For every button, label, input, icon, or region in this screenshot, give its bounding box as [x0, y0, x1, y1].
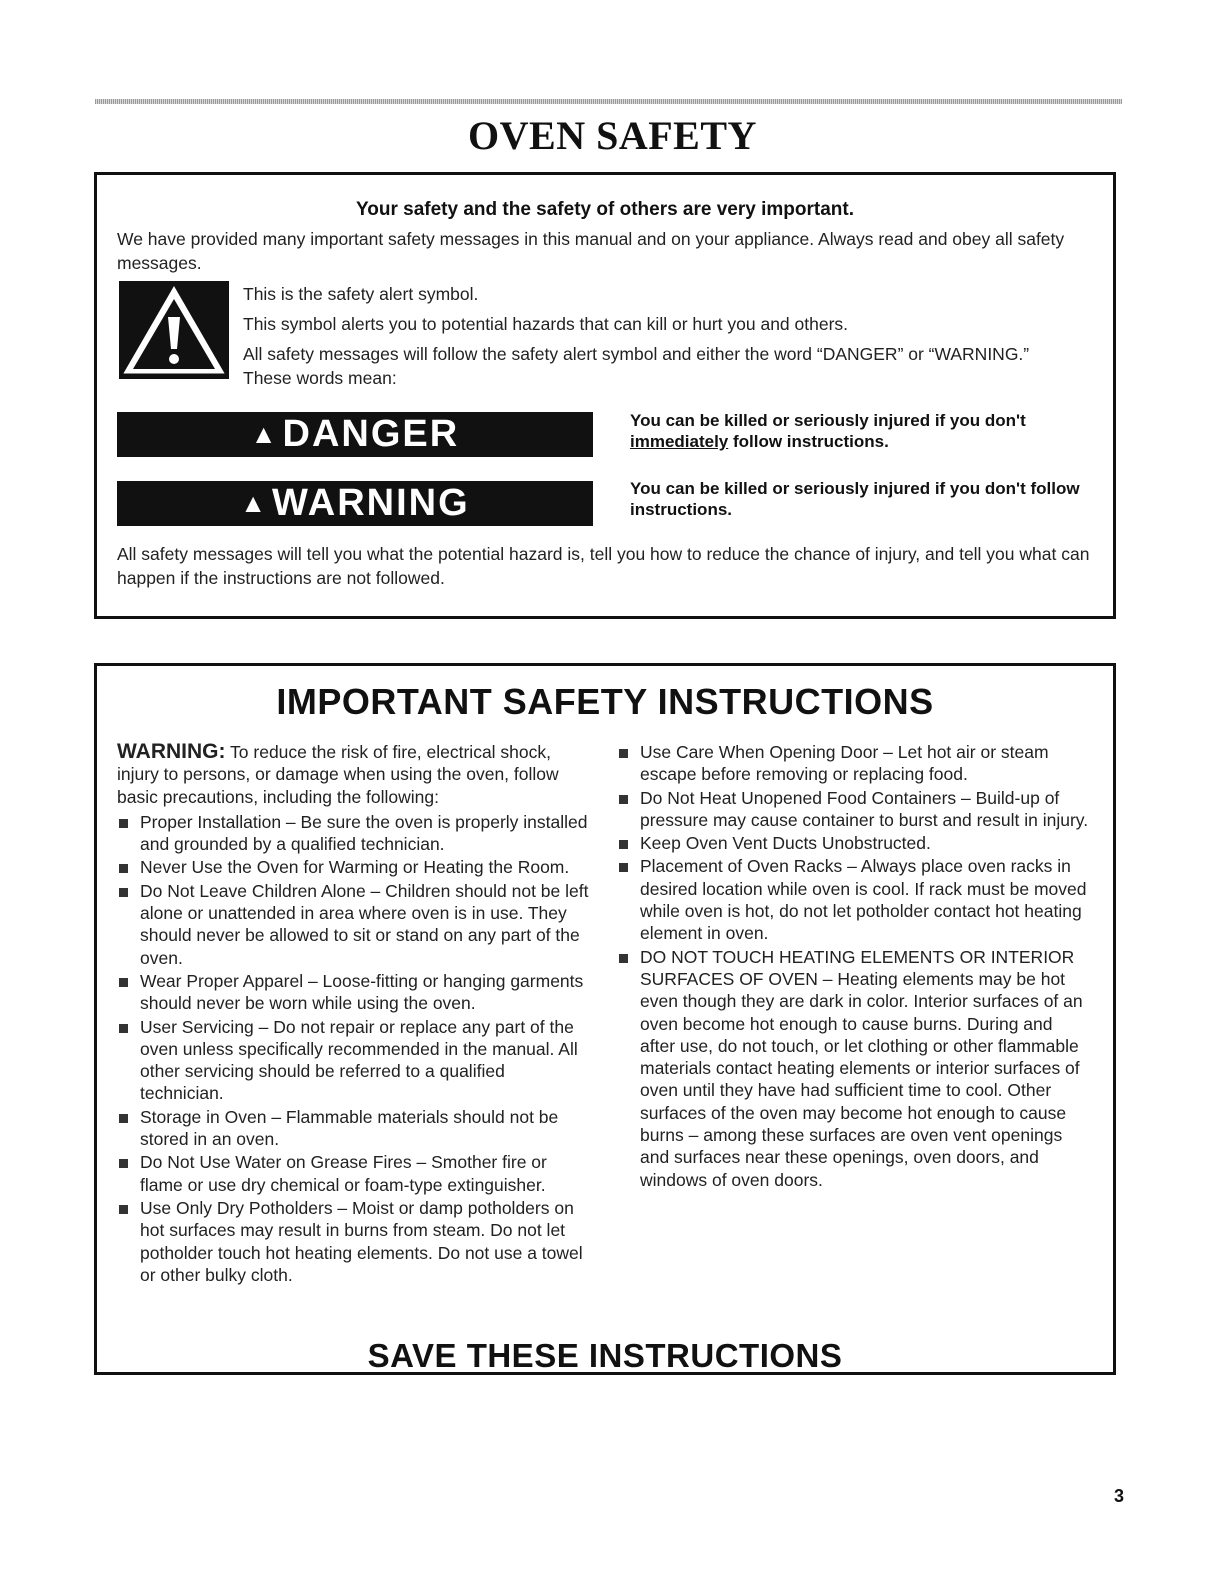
left-instruction-list: [117, 811, 592, 1286]
symbol-line: This is the safety alert symbol.: [243, 284, 479, 304]
safety-heading: Your safety and the safety of others are very important.: [355, 199, 854, 220]
safety-footer: All safety messages will tell you what the potential hazard is, tell you how to reduce the chance of injury, and tell you what can happen if the instructions are not followed.: [117, 544, 1090, 588]
list-item: Use Care When Opening Door – Let hot air or steam escape before removing or replacing food.: [617, 741, 1092, 786]
danger-text-end: follow instructions.: [728, 432, 889, 451]
list-item: Do Not Leave Children Alone – Children should not be left alone or unattended in area where oven is in use. They should never be allowed to sit or stand on any part of the oven.: [117, 880, 592, 969]
right-instruction-list: [617, 741, 1092, 1191]
symbol-line: All safety messages will follow the safety alert symbol and either the word “DANGER” or “WARNING.” These words mean:: [243, 344, 1030, 388]
list-item: Proper Installation – Be sure the oven is properly installed and grounded by a qualified technician.: [117, 811, 592, 856]
warning-triangle-icon: ▲: [240, 488, 269, 518]
important-instructions-box: [94, 663, 1116, 1375]
save-instructions-heading: SAVE THESE INSTRUCTIONS: [367, 1337, 843, 1374]
warning-banner: [117, 481, 593, 526]
danger-text-start: You can be killed or seriously injured if you don't: [630, 411, 1026, 430]
danger-banner: [117, 412, 593, 457]
warning-intro: [117, 741, 592, 808]
warning-label: WARNING: [272, 482, 470, 524]
page-title: OVEN SAFETY: [468, 113, 757, 158]
instructions-left-column: [117, 741, 592, 1287]
safety-message-box: [94, 172, 1116, 619]
warning-triangle-icon: ▲: [250, 419, 279, 449]
list-item: Placement of Oven Racks – Always place oven racks in desired location while oven is cool. If rack must be moved while oven is hot, do not let potholder contact hot heating element in oven.: [617, 855, 1092, 944]
safety-intro: We have provided many important safety messages in this manual and on your appliance. Always read and obey all safety messages.: [117, 229, 1065, 273]
danger-text-emphasis: immediately: [630, 432, 729, 451]
list-item: Keep Oven Vent Ducts Unobstructed.: [617, 832, 1092, 854]
safety-alert-symbol-icon: [119, 281, 229, 379]
list-item: Wear Proper Apparel – Loose-fitting or hanging garments should never be worn while using the oven.: [117, 970, 592, 1015]
warning-text: You can be killed or seriously injured if you don't follow instructions.: [630, 479, 1080, 519]
list-item: Never Use the Oven for Warming or Heating the Room.: [117, 856, 592, 878]
list-item: Use Only Dry Potholders – Moist or damp potholders on hot surfaces may result in burns from steam. Do not let potholder touch hot heating elements. Do not use a towel or other bulky cloth.: [117, 1197, 592, 1286]
instructions-right-column: [617, 741, 1092, 1192]
page-number: 3: [1113, 1486, 1124, 1506]
symbol-explanation: [243, 282, 1043, 396]
warning-intro-text: To reduce the risk of fire, electrical shock, injury to persons, or damage when using the oven, follow basic precautions, including the following:: [117, 742, 559, 807]
danger-label: DANGER: [282, 413, 460, 455]
top-rule: [95, 99, 1122, 104]
warning-intro-label: WARNING:: [117, 740, 226, 763]
list-item: Do Not Use Water on Grease Fires – Smother fire or flame or use dry chemical or foam-type extinguisher.: [117, 1151, 592, 1196]
list-item: Do Not Heat Unopened Food Containers – Build-up of pressure may cause container to burst and result in injury.: [617, 787, 1092, 832]
list-item: Storage in Oven – Flammable materials should not be stored in an oven.: [117, 1106, 592, 1151]
list-item: DO NOT TOUCH HEATING ELEMENTS OR INTERIOR SURFACES OF OVEN – Heating elements may be hot even though they are dark in color. Interior surfaces of an oven become hot enough to cause burns. During and after use, do not touch, or let clothing or other flammable materials contact heating elements or interior surfaces of oven until they have had sufficient time to cool. Other surfaces of the oven may become hot enough to cause burns – among these surfaces are oven vent openings and surfaces near these openings, oven doors, and windows of oven doors.: [617, 946, 1092, 1191]
list-item: User Servicing – Do not repair or replace any part of the oven unless specifically recommended in the manual. All other servicing should be referred to a qualified technician.: [117, 1016, 592, 1105]
instructions-title: IMPORTANT SAFETY INSTRUCTIONS: [276, 681, 934, 722]
danger-text: [630, 410, 1100, 452]
symbol-line: This symbol alerts you to potential hazards that can kill or hurt you and others.: [243, 314, 849, 334]
